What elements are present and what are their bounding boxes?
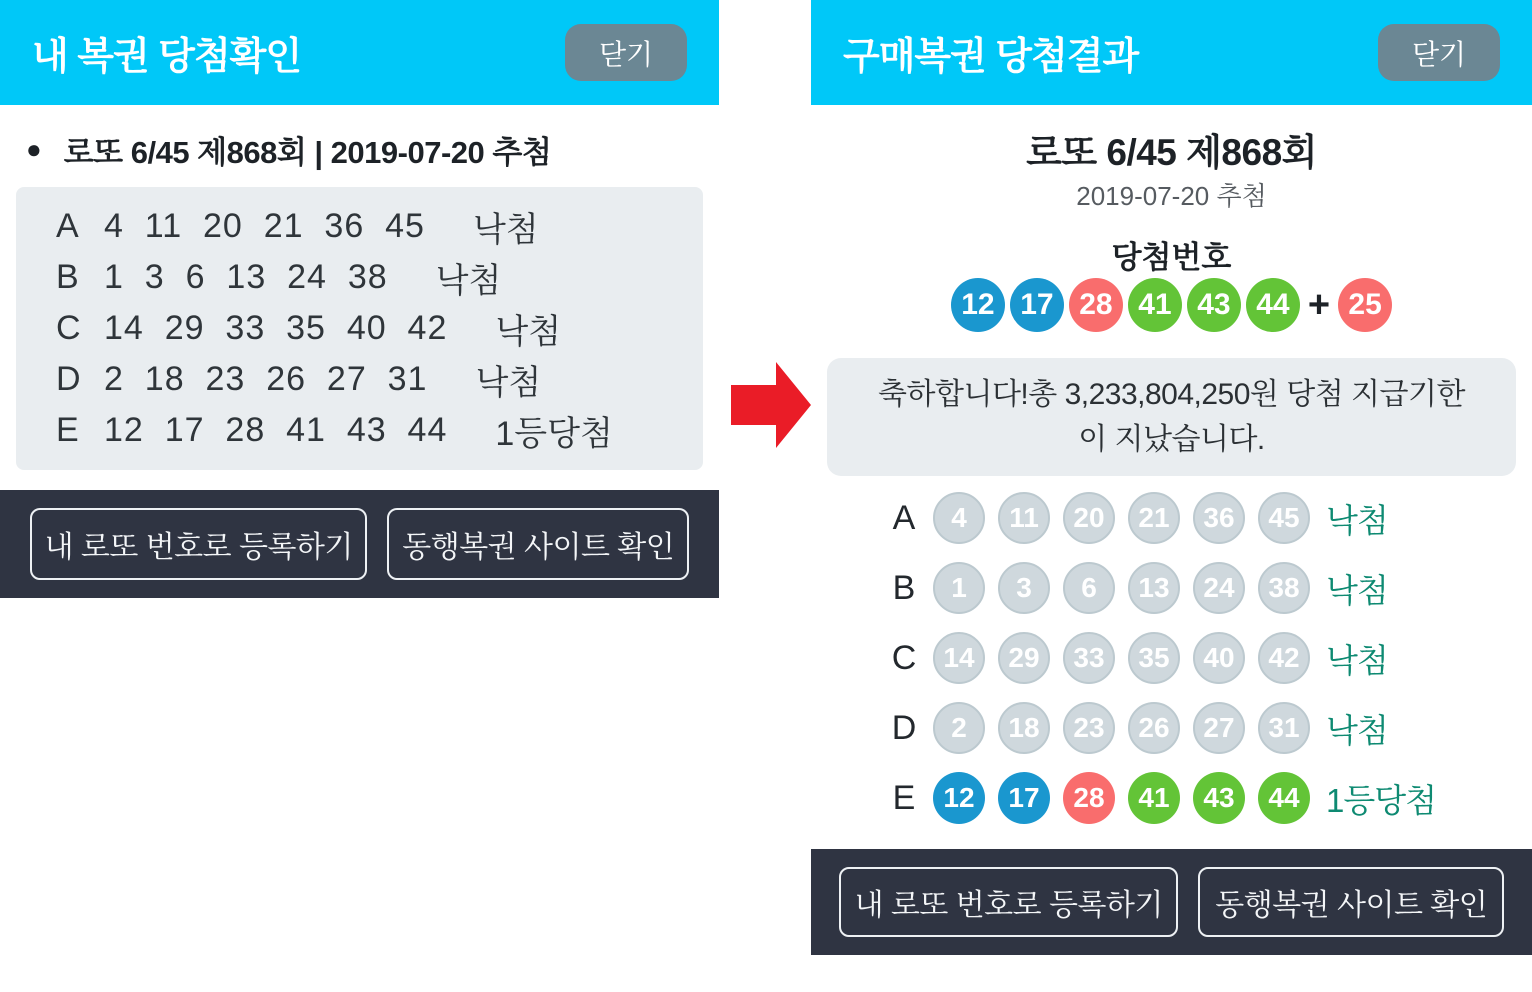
ticket-balls — [933, 632, 1310, 684]
ticket-numbers: 2 18 23 26 27 31 — [104, 360, 428, 398]
ticket-result-list — [811, 483, 1532, 833]
ticket-label: D — [891, 708, 917, 747]
ticket-status: 낙첨 — [472, 211, 539, 249]
ticket-label: B — [56, 258, 79, 296]
ticket-result-row — [811, 483, 1532, 553]
lotto-ball-red: 25 — [1338, 278, 1392, 332]
lotto-ball-gray: 26 — [1128, 702, 1180, 754]
lotto-ball-gray: 6 — [1063, 562, 1115, 614]
ticket-status: 1등당첨 — [1326, 781, 1436, 819]
right-footer-bar — [811, 849, 1532, 955]
ticket-balls — [933, 702, 1310, 754]
ticket-status: 낙첨 — [1326, 711, 1388, 749]
lotto-ball-gray: 40 — [1193, 632, 1245, 684]
lotto-ball-gray: 23 — [1063, 702, 1115, 754]
purchase-result-panel — [811, 0, 1532, 992]
ticket-row — [56, 202, 703, 251]
right-page-title: 구매복권 당첨결과 — [843, 36, 1139, 78]
ticket-row — [56, 304, 703, 353]
lotto-ball-gray: 4 — [933, 492, 985, 544]
ticket-numbers: 14 29 33 35 40 42 — [104, 309, 448, 347]
lotto-ball-blue: 17 — [998, 772, 1050, 824]
lotto-ball-blue: 17 — [1010, 278, 1064, 332]
lotto-ball-gray: 42 — [1258, 632, 1310, 684]
ticket-numbers: 4 11 20 21 36 45 — [104, 207, 425, 245]
left-header — [0, 0, 719, 105]
bullet-icon: ● — [26, 133, 42, 164]
lotto-ball-gray: 20 — [1063, 492, 1115, 544]
lotto-ball-gray: 35 — [1128, 632, 1180, 684]
lotto-ball-blue: 12 — [933, 772, 985, 824]
left-close-button[interactable]: 닫기 — [565, 24, 687, 81]
ticket-status: 낙첨 — [1326, 641, 1388, 679]
ticket-row — [56, 253, 703, 302]
ticket-status: 낙첨 — [475, 364, 542, 402]
ticket-balls — [933, 492, 1310, 544]
lotto-ball-red: 28 — [1069, 278, 1123, 332]
ticket-row — [56, 406, 703, 455]
lottery-site-check-button[interactable]: 동행복권 사이트 확인 — [1198, 867, 1504, 937]
lotto-ball-green: 41 — [1128, 278, 1182, 332]
ticket-numbers: 1 3 6 13 24 38 — [104, 258, 388, 296]
lotto-ball-gray: 13 — [1128, 562, 1180, 614]
lotto-ball-gray: 3 — [998, 562, 1050, 614]
lotto-ball-red: 28 — [1063, 772, 1115, 824]
lotto-ball-gray: 29 — [998, 632, 1050, 684]
lotto-ball-gray: 45 — [1258, 492, 1310, 544]
lotto-ball-gray: 1 — [933, 562, 985, 614]
lotto-ball-green: 43 — [1187, 278, 1241, 332]
lotto-ball-gray: 33 — [1063, 632, 1115, 684]
my-lottery-check-panel — [0, 0, 719, 992]
lotto-ball-gray: 24 — [1193, 562, 1245, 614]
lotto-ball-gray: 2 — [933, 702, 985, 754]
ticket-label: A — [892, 498, 916, 537]
right-header — [811, 0, 1532, 105]
lotto-ball-gray: 18 — [998, 702, 1050, 754]
ticket-label: D — [56, 360, 81, 398]
ticket-list-box — [16, 187, 703, 470]
ticket-label: E — [56, 411, 79, 449]
ticket-result-row — [811, 553, 1532, 623]
register-my-numbers-button[interactable]: 내 로또 번호로 등록하기 — [30, 508, 367, 580]
lotto-ball-green: 44 — [1258, 772, 1310, 824]
ticket-status: 1등당첨 — [495, 415, 613, 453]
lotto-ball-gray: 27 — [1193, 702, 1245, 754]
ticket-status: 낙첨 — [435, 262, 502, 300]
ticket-label: A — [56, 207, 79, 245]
ticket-label: E — [892, 778, 916, 817]
lotto-ball-gray: 14 — [933, 632, 985, 684]
draw-round-text: 로또 6/45 제868회 | 2019-07-20 추첨 — [63, 134, 552, 170]
ticket-status: 낙첨 — [495, 313, 562, 351]
lotto-ball-blue: 12 — [951, 278, 1005, 332]
register-my-numbers-button[interactable]: 내 로또 번호로 등록하기 — [839, 867, 1178, 937]
left-footer-bar — [0, 490, 719, 598]
ticket-row — [56, 355, 703, 404]
ticket-label: B — [892, 568, 916, 607]
left-page-title: 내 복권 당첨확인 — [32, 36, 302, 78]
ticket-numbers: 12 17 28 41 43 44 — [104, 411, 448, 449]
ticket-balls — [933, 562, 1310, 614]
ticket-result-row — [811, 623, 1532, 693]
winning-numbers-label: 당첨번호 — [1111, 240, 1232, 275]
right-close-button[interactable]: 닫기 — [1378, 24, 1500, 81]
draw-round-line — [26, 126, 703, 172]
lottery-site-check-button[interactable]: 동행복권 사이트 확인 — [387, 508, 689, 580]
plus-icon: + — [1307, 283, 1331, 326]
ticket-balls — [933, 772, 1310, 824]
draw-date: 2019-07-20 추첨 — [1076, 181, 1267, 211]
ticket-result-row — [811, 763, 1532, 833]
ticket-status: 낙첨 — [1326, 501, 1388, 539]
red-arrow-icon — [731, 360, 813, 450]
lotto-ball-gray: 21 — [1128, 492, 1180, 544]
ticket-label: C — [891, 638, 917, 677]
ticket-result-row — [811, 693, 1532, 763]
lotto-ball-gray: 11 — [998, 492, 1050, 544]
prize-message-box: 축하합니다!총 3,233,804,250원 당첨 지급기한이 지났습니다. — [827, 358, 1516, 476]
lotto-ball-gray: 31 — [1258, 702, 1310, 754]
ticket-status: 낙첨 — [1326, 571, 1388, 609]
winning-numbers-row — [811, 276, 1532, 334]
lotto-ball-green: 43 — [1193, 772, 1245, 824]
lotto-ball-green: 44 — [1246, 278, 1300, 332]
lotto-ball-green: 41 — [1128, 772, 1180, 824]
lotto-ball-gray: 36 — [1193, 492, 1245, 544]
round-title: 로또 6/45 제868회 — [1026, 132, 1317, 173]
lotto-ball-gray: 38 — [1258, 562, 1310, 614]
ticket-label: C — [56, 309, 81, 347]
